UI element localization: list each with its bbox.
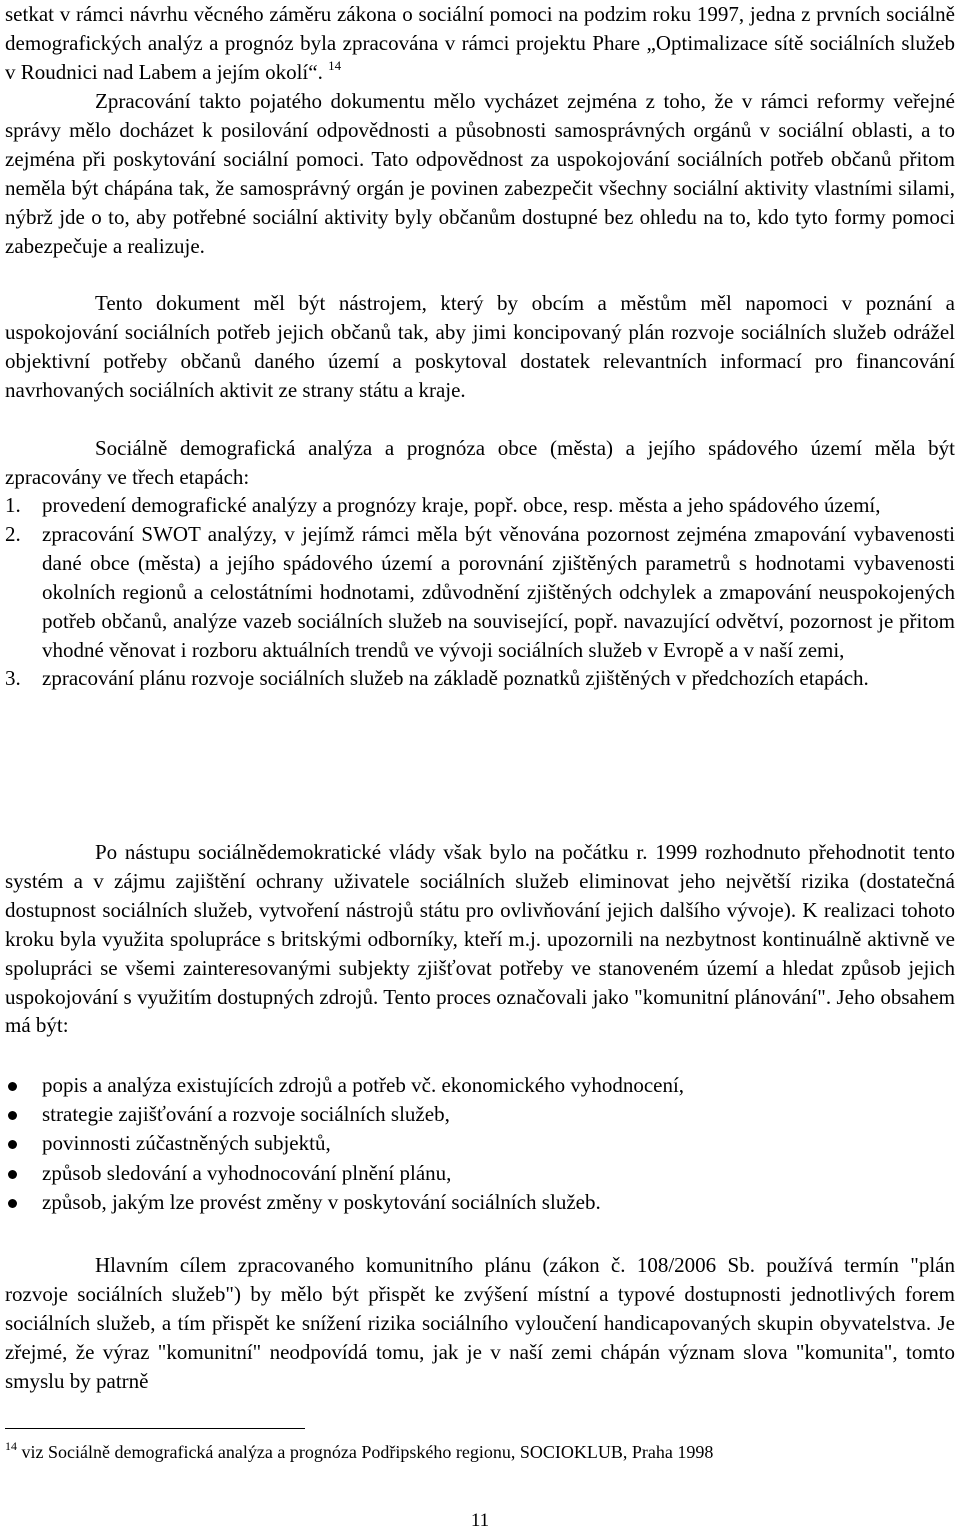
list-item: povinnosti zúčastněných subjektů, [5, 1129, 955, 1158]
list-item: popis a analýza existujících zdrojů a potřeb vč. ekonomického vyhodnocení, [5, 1071, 955, 1100]
paragraph-reform: Zpracování takto pojatého dokumentu mělo vycházet zejména z toho, že v rámci reformy veřejné správy mělo docházet k posilování odpovědnosti a působnosti samosprávných orgánů v sociální oblasti, a to zejména při poskytování sociální pomoci. Tato odpovědnost za uspokojování sociálních potřeb občanů přitom neměla být chápána tak, že samosprávný orgán je povinen zabezpečit všechny sociální aktivity vlastními silami, nýbrž jde o to, aby potřebné sociální aktivity byly občanům dostupné bez ohledu na to, kdo tyto formy pomoci zabezpečuje a realizuje. [5, 89, 955, 258]
paragraph-stages-intro: Sociálně demografická analýza a prognóza obce (města) a jejího spádového území měla být zpracovány ve třech etapách: [5, 436, 955, 489]
list-item: strategie zajišťování a rozvoje sociálních služeb, [5, 1100, 955, 1129]
paragraph-intro: setkat v rámci návrhu věcného záměru zákona o sociální pomoci na podzim roku 1997, jedna z prvních sociálně demografických analýz a prognóz byla zpracována v rámci projektu Phare „Optimalizace sítě sociálních služeb v Roudnici nad Labem a jejím okolí“. $^{14}$ [5, 2, 955, 84]
page-number: 11 [470, 1510, 490, 1531]
paragraph-community-planning: Po nástupu sociálnědemokratické vlády však bylo na počátku r. 1999 rozhodnuto přehodnotit tento systém a v zájmu zajištění ochrany uživatele sociálních služeb eliminovat jeho největší rizika (dostatečná dostupnost sociálních služeb, vytvoření nástrojů státu pro ovlivňování jejich dalšího vývoje). K realizaci tohoto kroku byla využita spolupráce s britskými odborníky, kteří m.j. upozornili na nezbytnost kontinuálně aktivně ve spolupráci se všemi zainteresovanými subjekty zjišťovat potřeby ve stanoveném území a hledat způsob jejich uspokojování s využitím dostupných zdrojů. Tento proces označovali jako "komunitní plánování". Jeho obsahem má být: [5, 840, 955, 1038]
list-item: 2. zpracování SWOT analýzy, v jejímž rámci měla být věnována pozornost zejména zmapování vybavenosti dané obce (města) a jejího spádového území a porovnání zjištěných parametrů s hodnotami vybavenosti okolních regionů a celostátními hodnotami, zdůvodnění zjištěných odchylek a zmapování neuspokojených potřeb občanů, analýze vazeb sociálních služeb na související, popř. navazující odvětví, pozornost je přitom vhodné věnovat i rozboru aktuálních trendů ve vývoji sociálních služeb v Evropě a v naší zemi, [5, 521, 955, 662]
paragraph-goal: Hlavním cílem zpracovaného komunitního plánu (zákon č. 108/2006 Sb. používá termín "plán rozvoje sociálních služeb") by mělo být přispět ke zvýšení místní a typové dostupnosti jednotlivých forem sociálních služeb, a tím přispět ke snížení rizika sociálního vyloučení handicapovaných skupin obyvatelstva. Je zřejmé, že výraz "komunitní" neodpovídá tomu, jak je v naší zemi chápán význam slova "komunita", tomto smyslu by patrně [5, 1253, 955, 1393]
list-item: 1. provedení demografické analýzy a prognózy kraje, popř. obce, resp. města a jeho spádového území, [5, 493, 881, 517]
bullet-list [5, 1071, 955, 1217]
bullet-icon [8, 1140, 17, 1149]
footnote-number: 14 [5, 1439, 17, 1453]
bullet-icon [8, 1111, 17, 1120]
bullet-icon [8, 1170, 17, 1179]
footnote-text: viz Sociálně demografická analýza a prognóza Podřipského regionu, SOCIOKLUB, Praha 1998 [21, 1442, 714, 1462]
footnote [5, 1440, 713, 1464]
bullet-icon [8, 1199, 17, 1208]
paragraph-tool: Tento dokument měl být nástrojem, který by obcím a městům měl napomoci v poznání a uspokojování sociálních potřeb jejich občanů tak, aby jimi koncipovaný plán rozvoje sociálních služeb odrážel objektivní potřeby občanů daného území a poskytoval dostatek relevantních informací pro financování navrhovaných sociálních aktivit ze strany státu a kraje. [5, 291, 955, 402]
list-item: způsob sledování a vyhodnocování plnění plánu, [5, 1159, 955, 1188]
footnote-divider [5, 1428, 305, 1429]
stages-list [5, 491, 955, 693]
footnote-ref[interactable]: 14 [328, 57, 342, 73]
list-item: způsob, jakým lze provést změny v poskytování sociálních služeb. [5, 1188, 955, 1217]
list-item: 3. zpracování plánu rozvoje sociálních služeb na základě poznatků zjištěných v předchozích etapách. [5, 666, 869, 691]
bullet-icon [8, 1082, 17, 1091]
